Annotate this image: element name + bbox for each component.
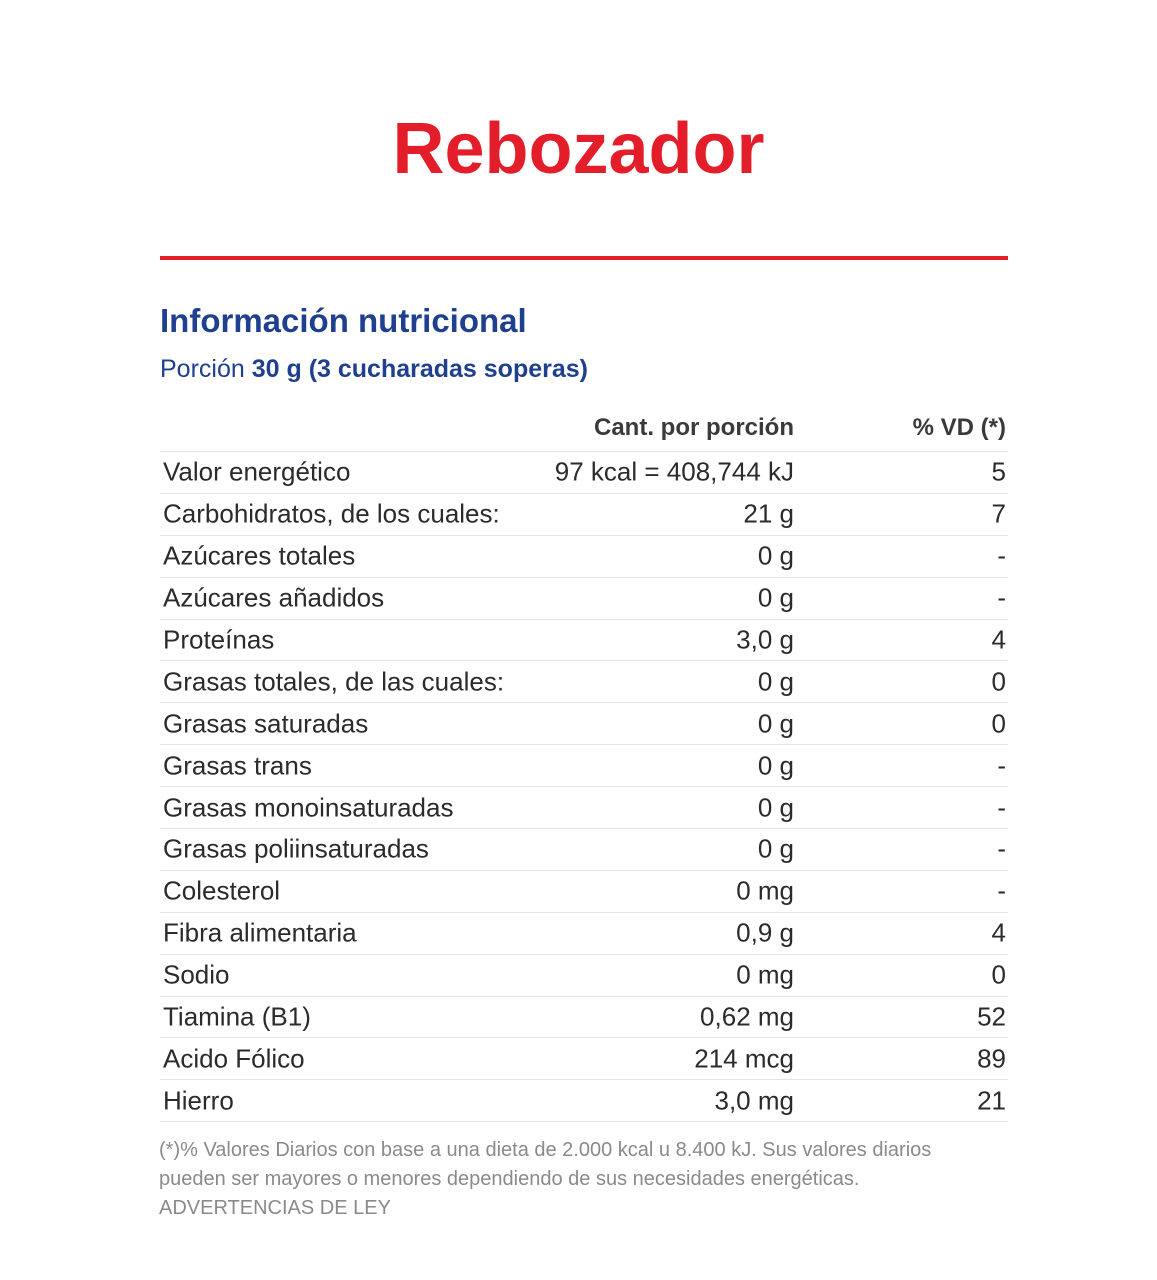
portion-info — [160, 355, 588, 384]
nutrient-name: Hierro — [163, 1085, 234, 1116]
nutrient-amount: 0 g — [757, 540, 794, 571]
nutrient-amount: 0,9 g — [736, 917, 794, 948]
nutrient-name: Azúcares añadidos — [163, 582, 385, 613]
table-row — [160, 494, 1008, 536]
table-row — [160, 703, 1008, 745]
table-row — [160, 871, 1008, 913]
portion-value: 30 g (3 cucharadas soperas) — [251, 355, 588, 383]
nutrient-name: Valor energético — [163, 456, 351, 487]
table-row — [160, 620, 1008, 662]
table-row — [160, 745, 1008, 787]
title-divider — [160, 256, 1008, 260]
nutrient-name: Fibra alimentaria — [163, 917, 357, 948]
nutrient-vd: 89 — [977, 1043, 1006, 1074]
nutrient-name: Azúcares totales — [163, 540, 356, 571]
nutrient-name: Grasas poliinsaturadas — [163, 833, 429, 864]
nutrient-vd: - — [997, 792, 1006, 823]
footnote-line: pueden ser mayores o menores dependiendo de sus necesidades energéticas. — [159, 1168, 860, 1190]
nutrient-name: Grasas totales, de las cuales: — [163, 666, 505, 697]
nutrient-name: Colesterol — [163, 875, 281, 906]
nutrient-name: Proteínas — [163, 624, 275, 655]
nutrient-vd: 21 — [977, 1085, 1006, 1116]
nutrient-amount: 3,0 mg — [714, 1085, 794, 1116]
footnote-line: (*)% Valores Diarios con base a una dieta de 2.000 kcal u 8.400 kJ. Sus valores diarios — [159, 1139, 932, 1161]
table-row — [160, 661, 1008, 703]
nutrient-name: Grasas saturadas — [163, 708, 369, 739]
nutrient-vd: - — [997, 750, 1006, 781]
table-row — [160, 536, 1008, 578]
table-row — [160, 787, 1008, 829]
nutrient-name: Grasas trans — [163, 750, 312, 781]
nutrient-vd: - — [997, 875, 1006, 906]
nutrient-amount: 214 mcg — [694, 1043, 794, 1074]
table-row — [160, 1080, 1008, 1122]
nutrient-vd: - — [997, 582, 1006, 613]
nutrient-vd: 0 — [991, 959, 1006, 990]
nutrient-name: Grasas monoinsaturadas — [163, 792, 454, 823]
nutrient-vd: - — [997, 833, 1006, 864]
nutrient-vd: 5 — [991, 456, 1006, 487]
nutrient-vd: 0 — [991, 666, 1006, 697]
nutrition-heading: Información nutricional — [160, 302, 527, 339]
nutrient-amount: 21 g — [743, 498, 794, 529]
nutrient-amount: 0 g — [757, 833, 794, 864]
nutrient-amount: 97 kcal = 408,744 kJ — [554, 456, 794, 487]
nutrient-vd: - — [997, 540, 1006, 571]
nutrient-amount: 0 g — [757, 708, 794, 739]
footnote — [159, 1136, 1019, 1223]
table-row — [160, 913, 1008, 955]
nutrient-amount: 0 g — [757, 666, 794, 697]
nutrient-vd: 7 — [991, 498, 1006, 529]
nutrient-amount: 0 g — [757, 792, 794, 823]
table-row — [160, 452, 1008, 494]
nutrient-amount: 0 g — [757, 582, 794, 613]
nutrient-vd: 0 — [991, 708, 1006, 739]
nutrient-amount: 0 mg — [736, 875, 794, 906]
table-row — [160, 955, 1008, 997]
header-amount: Cant. por porción — [594, 414, 794, 441]
nutrient-vd: 4 — [991, 917, 1006, 948]
nutrient-amount: 0 mg — [736, 959, 794, 990]
nutrient-amount: 0,62 mg — [700, 1001, 794, 1032]
table-header-row — [160, 405, 1008, 452]
table-row — [160, 997, 1008, 1039]
table-row — [160, 829, 1008, 871]
nutrient-amount: 3,0 g — [736, 624, 794, 655]
nutrient-vd: 4 — [991, 624, 1006, 655]
header-vd: % VD (*) — [912, 414, 1006, 441]
product-title: Rebozador — [392, 109, 765, 189]
table-row — [160, 1038, 1008, 1080]
nutrient-name: Carbohidratos, de los cuales: — [163, 498, 500, 529]
nutrient-name: Acido Fólico — [163, 1043, 305, 1074]
table-body — [160, 452, 1008, 1122]
legal-warnings: ADVERTENCIAS DE LEY — [159, 1197, 391, 1219]
nutrient-vd: 52 — [977, 1001, 1006, 1032]
table-row — [160, 578, 1008, 620]
nutrient-amount: 0 g — [757, 750, 794, 781]
nutrient-name: Tiamina (B1) — [163, 1001, 311, 1032]
nutrition-table — [160, 405, 1008, 1122]
nutrient-name: Sodio — [163, 959, 230, 990]
portion-label: Porción — [160, 355, 245, 383]
